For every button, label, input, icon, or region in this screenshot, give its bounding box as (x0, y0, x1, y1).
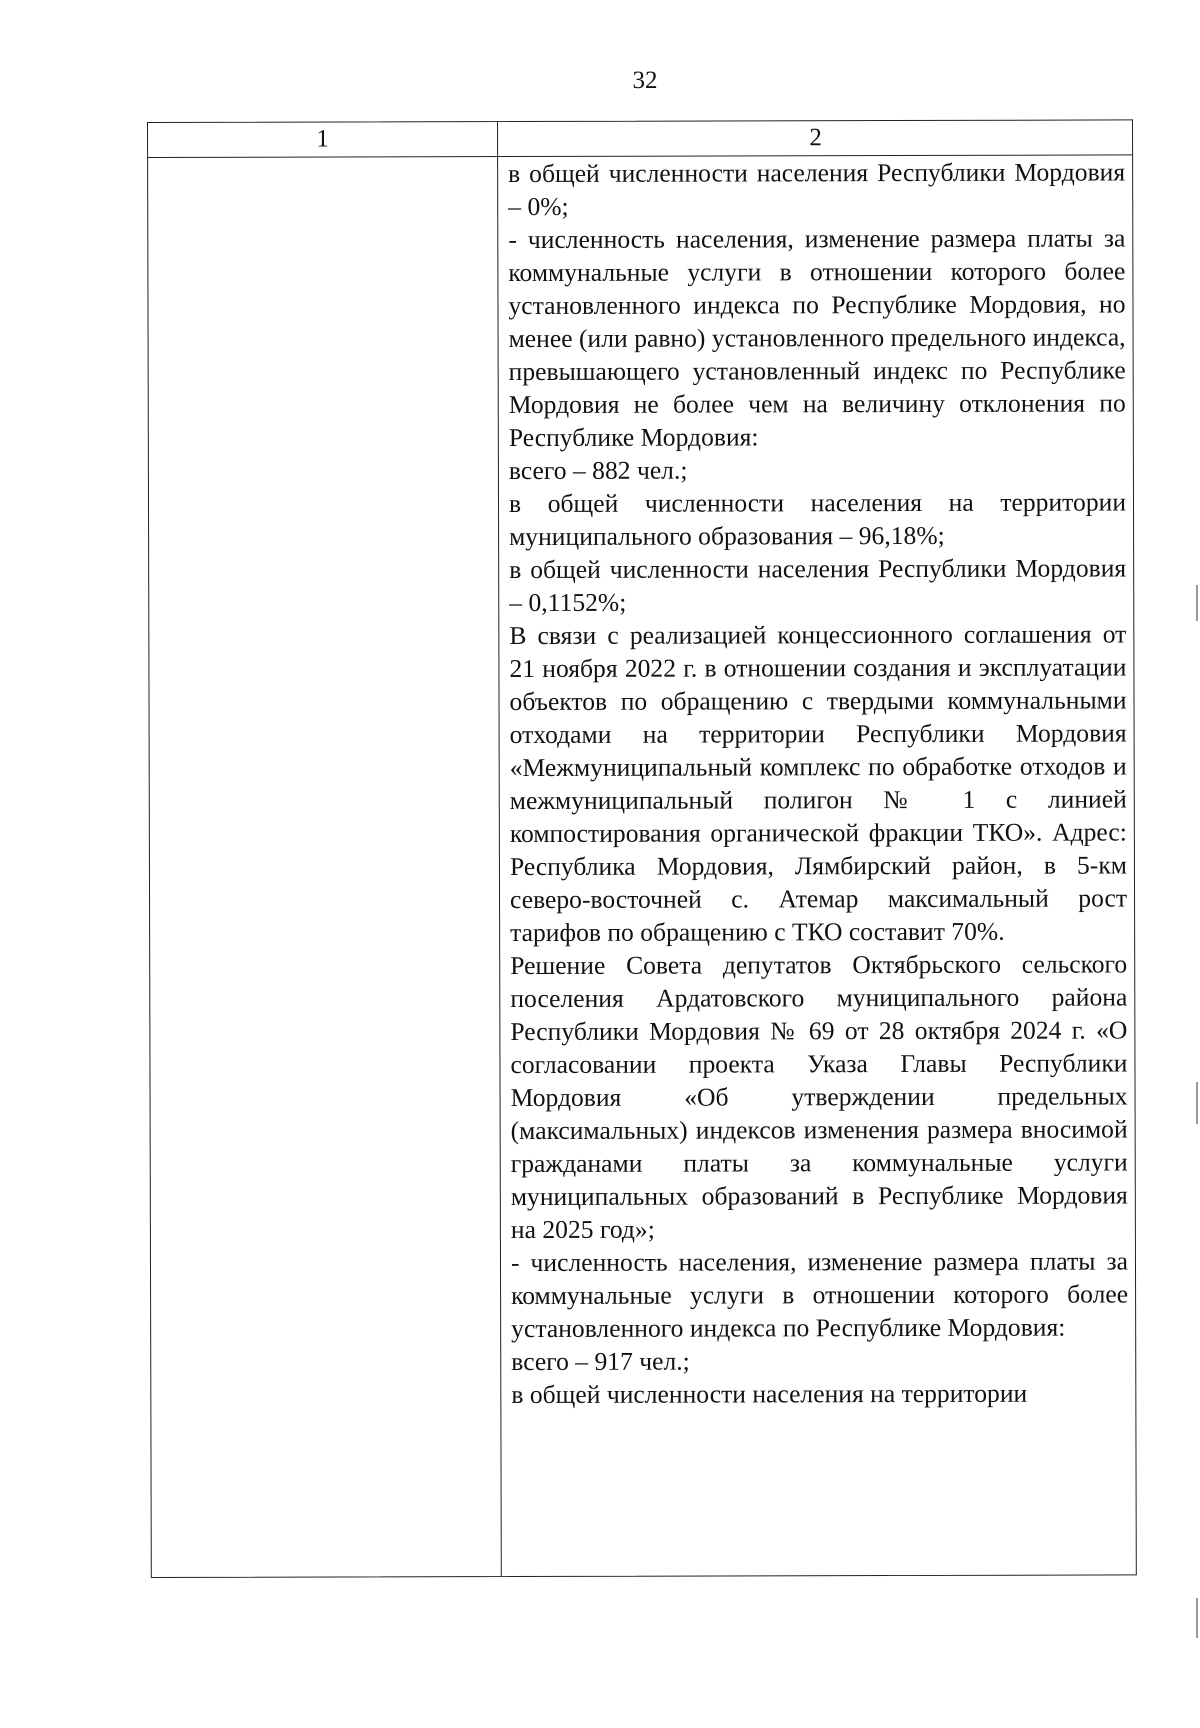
paragraph: в общей численности населения Республики Мордовия – 0%; (508, 157, 1126, 222)
column-2-cell (508, 155, 1128, 1411)
paragraph: Решение Совета депутатов Октябрьского сельского поселения Ардатовского муниципального района Республики Мордовия № 69 от 28 октября 2024 г. «О согласовании проекта Указа Главы Республики Мордовия «Об утверждении предельных (максимальных) индексов изменения размера вносимой гражданами платы за коммунальные услуги муниципальных образований в Республике Мордовия на 2025 год»; (510, 949, 1128, 1245)
document-table (147, 119, 1137, 1578)
column-divider (497, 122, 502, 1576)
paragraph: В связи с реализацией концессионного соглашения от 21 ноября 2022 г. в отношении создания и эксплуатации объектов по обращению с твердыми коммунальными отходами на территории Республики Мордовия «Межмуниципальный комплекс по обработке отходов и межмуниципальный полигон № 1 с линией компостирования органической фракции ТКО». Адрес: Республика Мордовия, Лямбирский район, в 5-км северо-восточней с. Атемар максимальный рост тарифов по обращению с ТКО составит 70%. (509, 619, 1128, 948)
scan-edge-mark (1196, 1598, 1198, 1638)
paragraph: - численность населения, изменение размера платы за коммунальные услуги в отношении которого более установленного индекса по Республике Мордовия, но менее (или равно) установленного предельного индекса, превышающего установленный индекс по Республике Мордовия не более чем на величину отклонения по Республике Мордовия: (508, 223, 1126, 453)
column-1-header: 1 (316, 125, 329, 153)
paragraph: в общей численности населения на территории муниципального образования – 96,18%; (508, 487, 1127, 552)
scan-edge-mark (1196, 1082, 1198, 1124)
page-number: 32 (632, 67, 658, 94)
table-header-row (148, 120, 1132, 158)
paragraph: всего – 882 чел.; (508, 455, 688, 486)
column-2-header: 2 (809, 124, 822, 152)
paragraph: всего – 917 чел.; (511, 1346, 690, 1377)
scan-edge-mark (1196, 585, 1198, 621)
paragraph: - численность населения, изменение размера платы за коммунальные услуги в отношении которого более установленного индекса по Республике Мордовия: (510, 1246, 1129, 1344)
paragraph: в общей численности населения Республики Мордовия – 0,1152%; (509, 553, 1127, 618)
paragraph: в общей численности населения на территории (511, 1378, 1028, 1410)
